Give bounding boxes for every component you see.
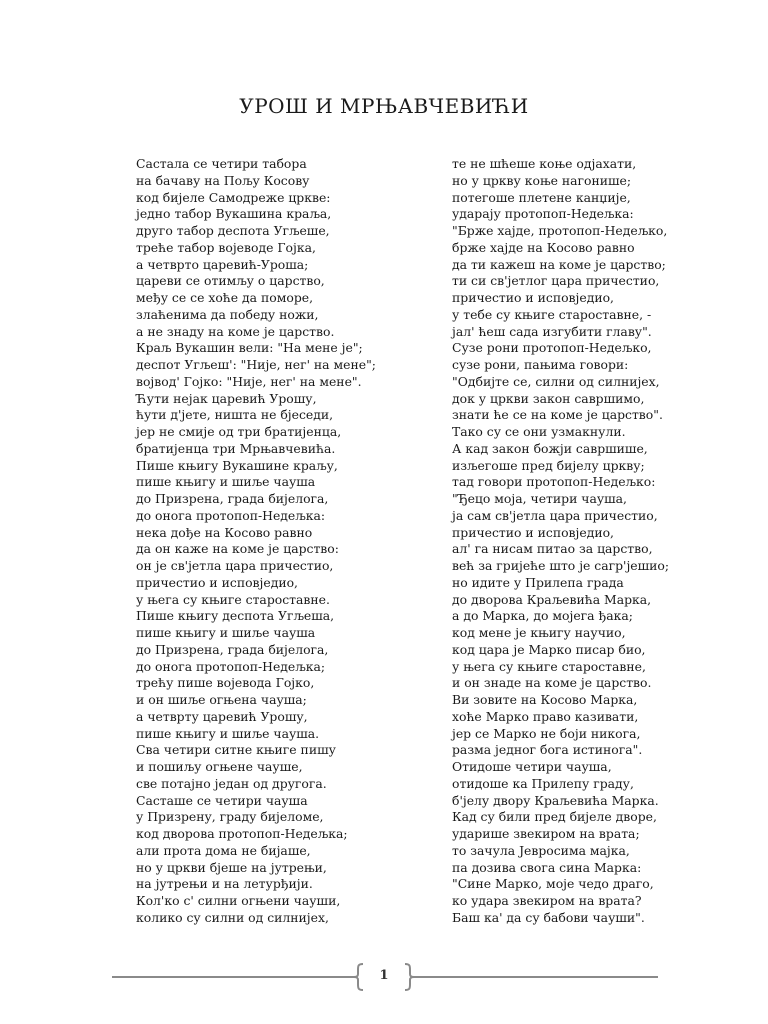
verse-line: причестио и исповједио,	[452, 290, 614, 305]
verse-line: војвод' Гојко: "Није, нег' на мене".	[136, 373, 362, 389]
page-footer	[0, 962, 768, 992]
verse-line: Ви зовите на Косово Марка,	[452, 692, 638, 707]
footer-rule-right	[412, 976, 658, 978]
footer-rule-left	[112, 976, 356, 978]
verse-line: у њега су књиге староставне.	[136, 591, 330, 607]
verse-line: у њега су књиге староставне,	[452, 658, 646, 674]
verse-line: на јутрењи и на летурђији.	[136, 876, 313, 892]
verse-line: друго табор деспота Угљеше,	[136, 223, 330, 238]
verse-line: "Брже хајде, протопоп-Недељко,	[452, 223, 668, 238]
verse-line: трећу пише војевода Гојко,	[136, 675, 315, 691]
verse-line: то зачула Јевросима мајка,	[452, 842, 630, 858]
verse-line: Састаше се четири чауша	[136, 792, 308, 808]
verse-line: тад говори протопоп-Недељко:	[452, 474, 656, 490]
verse-line: док у цркви закон савршимо,	[452, 390, 645, 406]
verse-line: да ти кажеш на коме је царство;	[452, 256, 666, 272]
verse-line: до онога протопоп-Недељка;	[136, 658, 326, 674]
verse-line: већ за гријеће што је сагр'јешио;	[452, 558, 670, 573]
verse-line: злаћенима да победу ножи,	[136, 306, 319, 322]
verse-line: разма једног бога истинога".	[452, 742, 643, 758]
verse-line: код бијеле Самодреже цркве:	[136, 189, 331, 205]
verse-line: али прота дома не бијаше,	[136, 842, 311, 858]
verse-line: потегоше плетене канџије,	[452, 189, 631, 205]
verse-line: до дворова Краљевића Марка,	[452, 591, 652, 607]
verse-line: а четврту царевић Урошу,	[136, 708, 308, 724]
verse-line: једно табор Вукашина краља,	[136, 206, 332, 222]
verse-line: Сузе рони протопоп-Недељко,	[452, 340, 652, 356]
verse-line: изљегоше пред бијелу цркву;	[452, 457, 645, 473]
verse-line: сузе рони, пањима говори:	[452, 357, 629, 372]
verse-line: јал' ћеш сада изгубити главу".	[452, 323, 652, 339]
verse-line: он је св'јетла цара причестио,	[136, 558, 334, 573]
verse-line: цареви се отимљу о царство,	[136, 273, 325, 289]
verse-line: код цара је Марко писар био,	[452, 641, 646, 657]
verse-line: ћути д'јете, ништа не бјеседи,	[136, 407, 334, 423]
verse-line: до онога протопоп-Недељка:	[136, 507, 326, 523]
verse-line: ударају протопоп-Недељка:	[452, 206, 634, 222]
verse-line: ти си св'јетлог цара причестио,	[452, 273, 660, 289]
verse-line: причестио и исповједио,	[136, 574, 298, 590]
verse-line: код дворова протопоп-Недељка;	[136, 826, 348, 841]
verse-line: Кол'ко с' силни огњени чауши,	[136, 893, 341, 908]
verse-line: код мене је књигу научио,	[452, 625, 626, 640]
verse-line: колико су силни од силнијех,	[136, 909, 329, 925]
verse-line: Кад су били пред бијеле дворе,	[452, 809, 657, 825]
verse-line: до Призрена, града бијелога,	[136, 641, 329, 657]
verse-line: Ћути нејак царевић Урошу,	[136, 390, 317, 406]
verse-line: ударише звекиром на врата;	[452, 826, 640, 841]
verse-line: а до Марка, до мојега ђака;	[452, 608, 633, 624]
verse-line: пише књигу и шиље чауша.	[136, 725, 320, 741]
verse-line: Баш ка' да су бабови чауши".	[452, 909, 645, 925]
verse-line: ја сам св'јетла цара причестио,	[452, 507, 658, 523]
verse-line: "Ђецо моја, четири чауша,	[452, 491, 627, 506]
verse-line: пише књигу и шиље чауша	[136, 625, 316, 640]
verse-line: на бачаву на Пољу Косову	[136, 172, 310, 188]
verse-line: Састала се четири табора	[136, 156, 307, 171]
verse-line: Пише књигу Вукашине краљу,	[136, 457, 338, 473]
verse-line: а четврто царевић-Уроша;	[136, 256, 309, 272]
verse-line: да он каже на коме је царство:	[136, 541, 339, 557]
verse-line: "Одбијте се, силни од силнијех,	[452, 373, 660, 389]
verse-line: треће табор војеводе Гојка,	[136, 239, 316, 255]
verse-line: и он шиље огњена чауша;	[136, 692, 307, 707]
verse-line: нека дође на Косово равно	[136, 524, 313, 540]
footer-bracket-left-icon	[352, 962, 366, 992]
page-title: УРОШ И МРЊАВЧЕВИЋИ	[239, 94, 529, 118]
poem-column-right	[452, 156, 669, 927]
verse-line: но идите у Прилепа града	[452, 574, 624, 590]
verse-line: до Призрена, града бијелога,	[136, 491, 329, 506]
verse-line: Отидоше четири чауша,	[452, 759, 612, 774]
verse-line: а не знаду на коме је царство.	[136, 323, 335, 339]
verse-line: но у цркву коње нагонише;	[452, 172, 632, 188]
verse-line: у Призрену, граду бијеломе,	[136, 809, 324, 825]
verse-line: јер не смије од три братијенца,	[136, 424, 342, 439]
verse-line: те не шћеше коње одјахати,	[452, 156, 637, 171]
verse-line: хоће Марко право казивати,	[452, 708, 639, 724]
verse-line: причестио и исповједио,	[452, 524, 614, 540]
verse-line: но у цркви бјеше на јутрењи,	[136, 859, 327, 875]
verse-line: па дозива свога сина Марка:	[452, 859, 642, 875]
verse-line: Краљ Вукашин вели: "На мене је";	[136, 340, 363, 356]
verse-line: ко удара звекиром на врата?	[452, 893, 642, 908]
verse-line: Тако су се они узмакнули.	[452, 424, 626, 439]
verse-line: брже хајде на Косово равно	[452, 239, 635, 255]
verse-line: Пише књигу деспота Угљеша,	[136, 608, 335, 624]
verse-line: б'јелу двору Краљевића Марка.	[452, 792, 659, 808]
verse-line: знати ће се на коме је царство".	[452, 407, 663, 423]
verse-line: Сва четири ситне књиге пишу	[136, 742, 336, 758]
verse-line: отидоше ка Прилепу граду,	[452, 775, 634, 791]
verse-line: јер се Марко не боји никога,	[452, 725, 641, 741]
page-number: 1	[379, 968, 389, 983]
verse-line: све потајно један од другога.	[136, 775, 327, 791]
verse-line: и пошиљу огњене чауше,	[136, 759, 303, 774]
verse-line: братијенца три Мрњавчевића.	[136, 440, 336, 456]
poem-column-left	[136, 156, 376, 927]
verse-line: ал' га нисам питао за царство,	[452, 541, 653, 557]
verse-line: А кад закон божји савршише,	[452, 440, 648, 456]
verse-line: "Сине Марко, моје чедо драго,	[452, 876, 654, 892]
verse-line: међу се се хоће да поморе,	[136, 290, 314, 305]
verse-line: пише књигу и шиље чауша	[136, 474, 316, 490]
verse-line: у тебе су књиге староставне, -	[452, 306, 652, 322]
verse-line: и он знаде на коме је царство.	[452, 675, 652, 691]
verse-line: деспот Угљеш': "Није, нег' на мене";	[136, 357, 376, 372]
